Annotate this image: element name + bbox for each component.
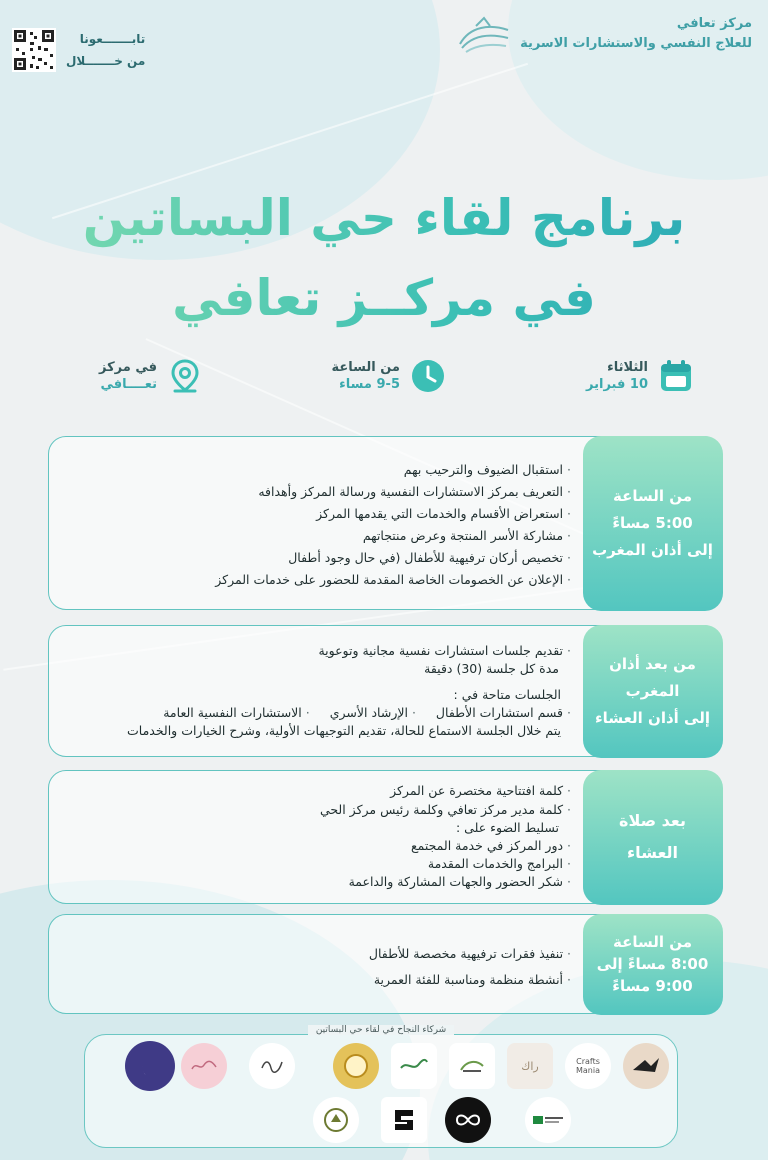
brand-logo-icon [456,14,512,58]
session-1-time [583,436,723,611]
follow-us [12,28,145,72]
date-day: الثلاثاء [607,360,648,375]
list-item: · دور المركز في خدمة المجتمع [59,837,571,855]
partner-logo [449,1043,495,1089]
session-2-time [583,625,723,758]
session-2-time-line3: إلى أذان العشاء [595,708,710,727]
partner-moon-icon [133,1049,167,1083]
partner-bird-icon [631,1056,661,1076]
session-3-time-line1: بعد صلاة [619,811,686,830]
partner-infinity-icon [454,1112,482,1128]
list-item: · التعريف بمركز الاستشارات النفسية ورسالة المركز وأهدافه [59,481,571,503]
list-item: · كلمة مدير مركز تعافي وكلمة رئيس مركز الحي [59,800,571,819]
brand-tagline: للعلاج النفسي والاستشارات الاسرية [520,36,752,51]
list-item: · تقديم جلسات استشارات نفسية مجانية وتوعوية [41,642,571,660]
list-item: · مشاركة الأسر المنتجة وعرض منتجاتهم [59,525,571,547]
partners-box [84,1025,678,1148]
partner-stripes-icon [531,1112,565,1128]
session-card-2 [48,625,722,757]
date-value: 10 فبراير [586,377,648,392]
title-line1: برنامج لقاء حي البساتين [0,178,768,258]
list-item: · تخصيص أركان ترفيهية للأطفال (في حال وجود أطفال [59,547,571,569]
session-4-time-line3: 9:00 مساءً [612,977,693,995]
session-1-time-line3: إلى أذان المغرب [592,540,713,559]
list-item: · استقبال الضيوف والترحيب بهم [59,459,571,481]
session-4-list [59,915,571,1013]
list-item: · شكر الحضور والجهات المشاركة والداعمة [59,873,571,891]
list-item: · استعراض الأقسام والخدمات التي يقدمها المركز [59,503,571,525]
partner-logo [333,1043,379,1089]
session-2-list [41,626,571,756]
partner-leaf-icon [457,1058,487,1074]
partner-logo [181,1043,227,1089]
follow-line2: من خـــــــلال [66,54,146,68]
partner-logo [623,1043,669,1089]
follow-line1: تابـــــــعونا [79,32,146,46]
option-item: · الإرشاد الأسري [330,704,416,722]
partner-logo [125,1041,175,1091]
calendar-icon [658,358,694,394]
partner-logo-text: راك [521,1059,539,1073]
page-title [0,178,768,338]
partner-logo [381,1097,427,1143]
sessions-available: الجلسات متاحة في : [453,687,561,702]
location-pin-icon [167,358,203,394]
info-location [99,358,203,394]
partner-s-block-icon [391,1106,417,1134]
session-options [41,704,571,722]
info-date [586,358,694,394]
session-card-3 [48,770,722,904]
place-line1: في مركز [99,360,157,375]
session-2-time-line2: المغرب [625,681,680,700]
partner-logo-text: Crafts Mania [576,1057,600,1075]
time-label: من الساعة [331,360,400,375]
partner-logo [313,1097,359,1143]
session-1-list [59,437,571,609]
partner-logo [525,1097,571,1143]
session-3-time [583,770,723,905]
list-item: · الإعلان عن الخصومات الخاصة المقدمة للحضور على خدمات المركز [59,569,571,591]
option-item: · الاستشارات النفسية العامة [163,704,310,722]
session-2-time-line1: من بعد أذان [609,654,696,673]
place-line2: تعــــافي [100,377,157,392]
partner-badge-icon [343,1053,369,1079]
qr-code-icon[interactable] [12,28,56,72]
info-time [332,358,447,394]
session-1-time-line2: 5:00 مساءً [612,513,693,532]
session-3-list [59,771,571,903]
spotlight-label: تسليط الضوء على : [455,820,559,835]
session-note: يتم خلال الجلسة الاستماع للحالة، تقديم التوجيهات الأولية، وشرح الخيارات والخدمات [127,723,561,738]
list-item: · البرامج والخدمات المقدمة [59,855,571,873]
clock-icon [410,358,446,394]
list-item: · تنفيذ فقرات ترفيهية مخصصة للأطفال [59,941,571,967]
title-line2: في مركــز تعافي [0,258,768,338]
list-item: · كلمة افتتاحية مختصرة عن المركز [59,781,571,800]
brand-header [456,14,752,58]
partner-logo-crafts-mania [565,1043,611,1089]
session-card-1 [48,436,722,610]
time-value: 9-5 مساء [339,377,400,392]
option-item: · قسم استشارات الأطفال [436,704,571,722]
partner-signature-icon [259,1056,285,1076]
session-duration: مدة كل جلسة (30) دقيقة [424,661,559,676]
session-card-4 [48,914,722,1014]
partner-crest-icon [322,1106,350,1134]
list-item: · أنشطة منظمة ومناسبة للفئة العمرية [59,967,571,993]
partners-caption: شركاء النجاح في لقاء حي البساتين [308,1025,454,1035]
partner-logo [249,1043,295,1089]
partner-logo-rak [507,1043,553,1089]
partner-wave-icon [399,1058,429,1074]
session-1-time-line1: من الساعة [612,486,693,505]
partner-logo [445,1097,491,1143]
session-4-time-line1: من الساعة [612,933,693,951]
brand-name: مركز تعافي [676,16,752,31]
session-4-time [583,914,723,1015]
session-4-time-line2: 8:00 مساءً إلى [596,955,709,973]
partner-logo [391,1043,437,1089]
session-3-time-line2: العشاء [627,843,678,862]
partner-script-icon [190,1059,218,1073]
